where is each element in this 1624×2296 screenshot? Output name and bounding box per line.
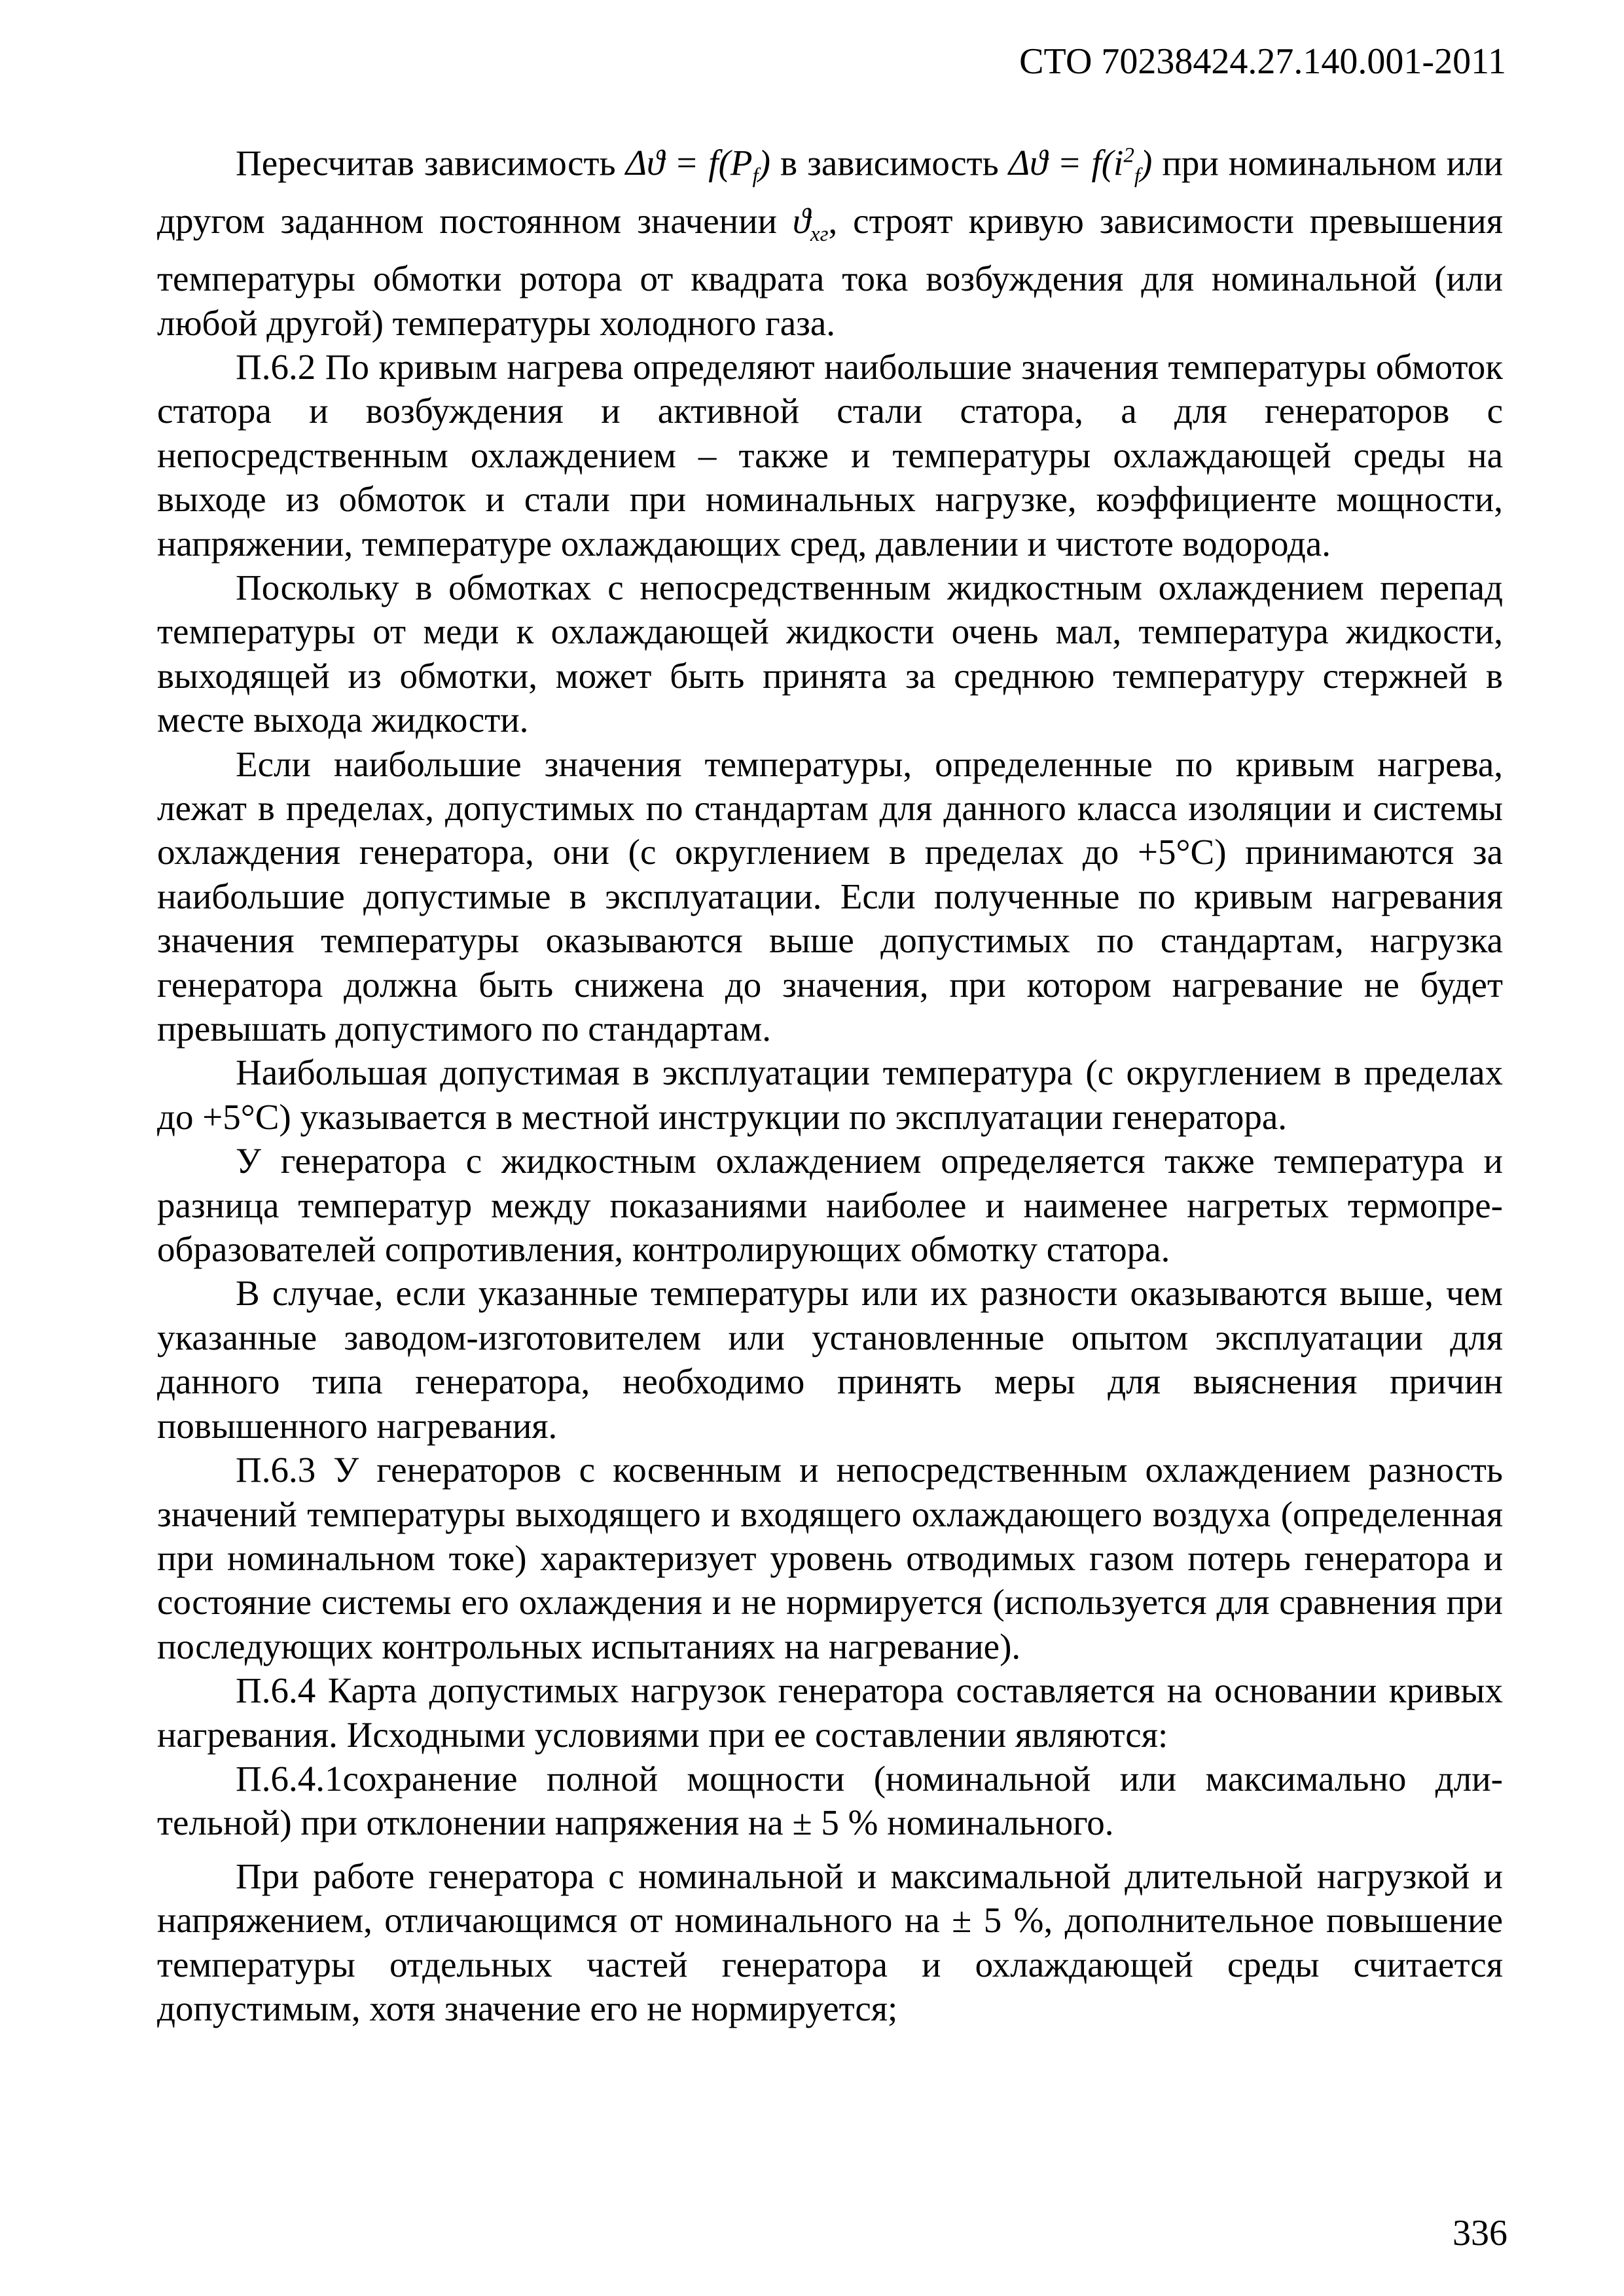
paragraph-liquid-cooled-generator: У генератора с жидкостным охлаждением определяется также температура и разница температур между показаниями наиболее и наименее нагретых термопреобразователей сопротивления, контролирующих обмотку статора. (157, 1141, 1503, 1270)
text-fragment: в зависимость (770, 143, 1009, 183)
paragraph-p6-4: П.6.4 Карта допустимых нагрузок генератора составляется на основании кривых нагревания. Исходными условиями при ее составлении являются: (157, 1670, 1503, 1755)
text-fragment: при номинальном или другом заданном постоянном значении (157, 143, 1504, 241)
paragraph-recalculation (157, 134, 1503, 345)
paragraph-p6-2: П.6.2 По кривым нагрева определяют наибольшие значения температуры обмоток статора и возбуждения и активной стали статора, а для генераторов с непосредственным охлаждением – также и температуры охлаждающей среды на выходе из обмоток и стали при номинальных нагрузке, коэффициенте мощности, напряжении, температуре охлаждающих сред, давлении и чистоте водорода. (157, 346, 1503, 564)
paragraph-voltage-deviation: При работе генератора с номинальной и максимальной длительной нагрузкой и напряжением, отличающимся от номинального на ± 5 %, дополнительное повышение температуры отдельных частей генератора и охлаждающей среды считается допустимым, хотя значение его не нормируется; (157, 1856, 1503, 2028)
text-fragment: , строят кривую зависимости превышения температуры обмотки ротора от квадрата тока возбуждения для номинальной (или любой другой) температуры холодного газа. (157, 200, 1503, 343)
formula-temp-rise-vs-current: $\Delta ϑ = f(i^2_f)$ (1008, 143, 1153, 188)
text-fragment: Пересчитав зависимость (236, 143, 626, 183)
document-body (157, 134, 1503, 2030)
page-number: 336 (1453, 2213, 1507, 2253)
formula-cold-gas-temp: $ϑ_{хг}$ (792, 200, 829, 246)
paragraph-p6-4-1: П.6.4.1сохранение полной мощности (номинальной или максимально длительной) при отклонении напряжения на ± 5 % номинального. (157, 1758, 1503, 1843)
paragraph-excess-temperatures: В случае, если указанные температуры или их разности оказываются выше, чем указанные заводом-изготовителем или установленные опытом эксплуатации для данного типа генератора, необходимо принять меры для выяснения причин повышенного нагревания. (157, 1273, 1503, 1446)
document-code: СТО 70238424.27.140.001-2011 (1019, 41, 1506, 82)
paragraph-max-values: Если наибольшие значения температуры, определенные по кривым нагрева, лежат в пределах, допустимых по стандартам для данного класса изоляции и системы охлаждения генератора, они (с округлением в пределах до +5°С) принимаются за наибольшие допустимые в эксплуатации. Если полученные по кривым нагревания значения температуры оказываются выше допустимых по стандартам, нагрузка генератора должна быть снижена до значения, при котором нагревание не будет превышать допустимого по стандартам. (157, 744, 1503, 1049)
paragraph-max-allowed-temp: Наибольшая допустимая в эксплуатации температура (с округлением в пределах до +5°С) указывается в местной инструкции по эксплуатации генератора. (157, 1052, 1503, 1137)
paragraph-p6-3: П.6.3 У генераторов с косвенным и непосредственным охлаждением разность значений температуры выходящего и входящего охлаждающего воздуха (определенная при номинальном токе) характеризует уровень отводимых газом потерь генератора и состояние системы его охлаждения и не нормируется (используется для сравнения при последующих контрольных испытаниях на нагревание). (157, 1450, 1503, 1666)
paragraph-liquid-cooling-drop: Поскольку в обмотках с непосредственным жидкостным охлаждением перепад температуры от меди к охлаждающей жидкости очень мал, температура жидкости, выходящей из обмотки, может быть принята за среднюю температуру стержней в месте выхода жидкости. (157, 567, 1503, 740)
formula-temp-rise-vs-power: $\Delta ϑ = f(P_f)$ (625, 143, 770, 188)
